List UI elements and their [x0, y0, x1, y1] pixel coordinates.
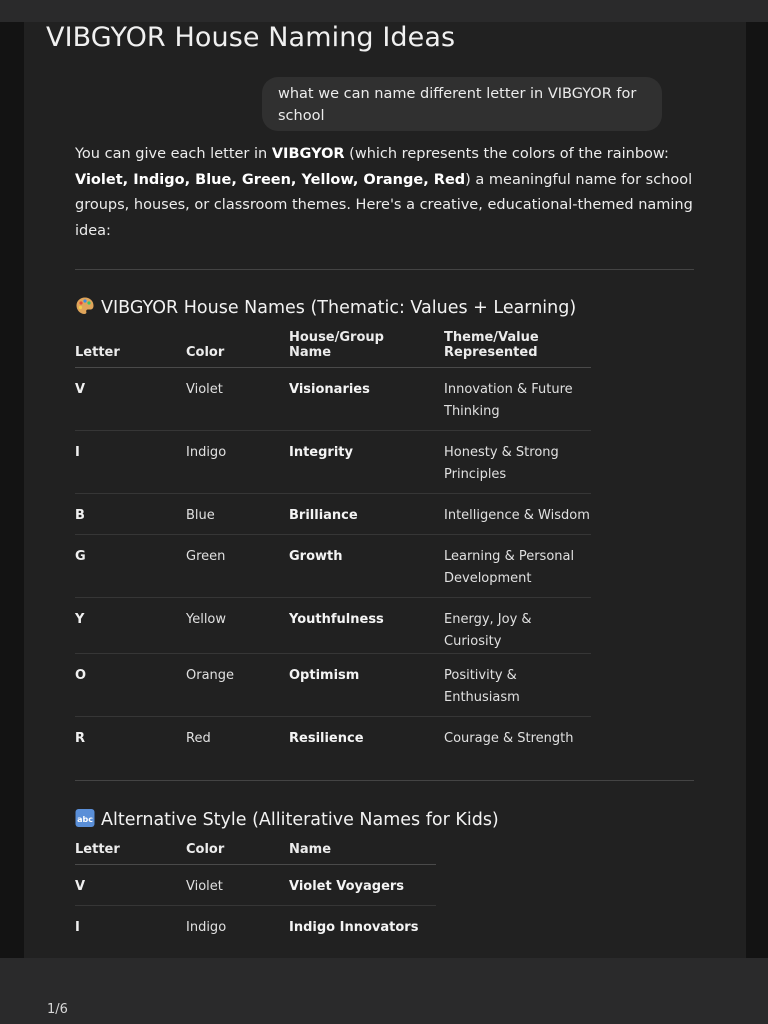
section-heading-alternative — [75, 808, 499, 830]
cell-name: Violet Voyagers — [289, 865, 436, 906]
cell-letter: B — [75, 494, 186, 535]
cell-letter: I — [75, 431, 186, 494]
intro-text-2: (which represents the colors of the rainbow: — [344, 146, 669, 162]
table-row — [75, 654, 591, 717]
cell-house-name: Integrity — [289, 431, 444, 494]
intro-text-3: ) a meaningful name for school groups, houses, or classroom themes. Here's a creative, educational-themed naming idea: — [75, 171, 693, 239]
right-gutter — [746, 22, 768, 958]
alliterative-names-table — [75, 842, 436, 947]
intro-bold-2: Violet, Indigo, Blue, Green, Yellow, Orange, Red — [75, 171, 466, 188]
cell-theme: Innovation & Future Thinking — [444, 368, 591, 431]
left-gutter — [0, 22, 24, 958]
table-row — [75, 494, 591, 535]
column-header: Color — [186, 330, 289, 368]
column-header: Theme/Value Represented — [444, 330, 591, 368]
cell-house-name: Resilience — [289, 731, 364, 746]
cell-letter: Y — [75, 598, 186, 654]
section-heading-text: VIBGYOR House Names (Thematic: Values + Learning) — [101, 298, 577, 318]
cell-color: Green — [186, 535, 289, 598]
table-row — [75, 865, 436, 906]
table-row — [75, 906, 436, 947]
column-header: House/Group Name — [289, 330, 444, 368]
top-bar — [0, 0, 768, 22]
cell-color: Yellow — [186, 598, 289, 654]
cell-house-name: Visionaries — [289, 368, 444, 431]
intro-paragraph — [75, 142, 700, 244]
cell-name: Indigo Innovators — [289, 920, 419, 935]
cell-theme: Learning & Personal Development — [444, 535, 591, 598]
cell-theme: Intelligence & Wisdom — [444, 494, 591, 535]
section-heading-text: Alternative Style (Alliterative Names for Kids) — [101, 810, 499, 830]
cell-house-name: Optimism — [289, 654, 444, 717]
section-heading-house-names — [75, 296, 576, 318]
cell-letter: V — [75, 368, 186, 431]
chat-panel — [24, 22, 746, 958]
cell-letter: R — [75, 731, 86, 746]
cell-letter: G — [75, 535, 186, 598]
cell-color: Blue — [186, 494, 289, 535]
table-header-row — [75, 330, 591, 368]
cell-letter: O — [75, 654, 186, 717]
column-header: Name — [289, 842, 436, 865]
column-header: Letter — [75, 842, 186, 865]
table-row — [75, 368, 591, 431]
cell-theme: Energy, Joy & Curiosity — [444, 598, 591, 654]
page-title: VIBGYOR House Naming Ideas — [46, 22, 456, 53]
divider — [75, 269, 694, 270]
table-row — [75, 717, 591, 758]
artist-palette-icon — [75, 296, 95, 316]
cell-letter: I — [75, 920, 80, 935]
user-message-text: what we can name different letter in VIBGYOR for school — [278, 86, 637, 124]
footer-bar — [0, 958, 768, 1024]
user-message-bubble — [262, 77, 662, 131]
svg-text:abc: abc — [77, 815, 93, 824]
column-header: Color — [186, 842, 289, 865]
cell-house-name: Youthfulness — [289, 598, 444, 654]
cell-theme: Honesty & Strong Principles — [444, 431, 591, 494]
cell-color: Violet — [186, 865, 289, 906]
abc-letters-icon — [75, 808, 95, 828]
page-counter: 1/6 — [47, 1002, 68, 1017]
column-header: Letter — [75, 330, 186, 368]
table-row — [75, 431, 591, 494]
house-names-table — [75, 330, 591, 758]
intro-bold-1: VIBGYOR — [271, 146, 345, 162]
divider — [75, 780, 694, 781]
table-header-row — [75, 842, 436, 865]
cell-color: Violet — [186, 368, 289, 431]
cell-theme: Positivity & Enthusiasm — [444, 654, 591, 717]
table-row — [75, 535, 591, 598]
cell-house-name: Growth — [289, 535, 444, 598]
table-row — [75, 598, 591, 654]
cell-theme: Courage & Strength — [444, 731, 574, 746]
cell-color: Indigo — [186, 431, 289, 494]
cell-color: Red — [186, 731, 211, 746]
cell-color: Orange — [186, 654, 289, 717]
intro-text-1: You can give each letter in — [75, 146, 272, 162]
cell-color: Indigo — [186, 920, 227, 935]
cell-letter: V — [75, 865, 186, 906]
cell-house-name: Brilliance — [289, 494, 444, 535]
